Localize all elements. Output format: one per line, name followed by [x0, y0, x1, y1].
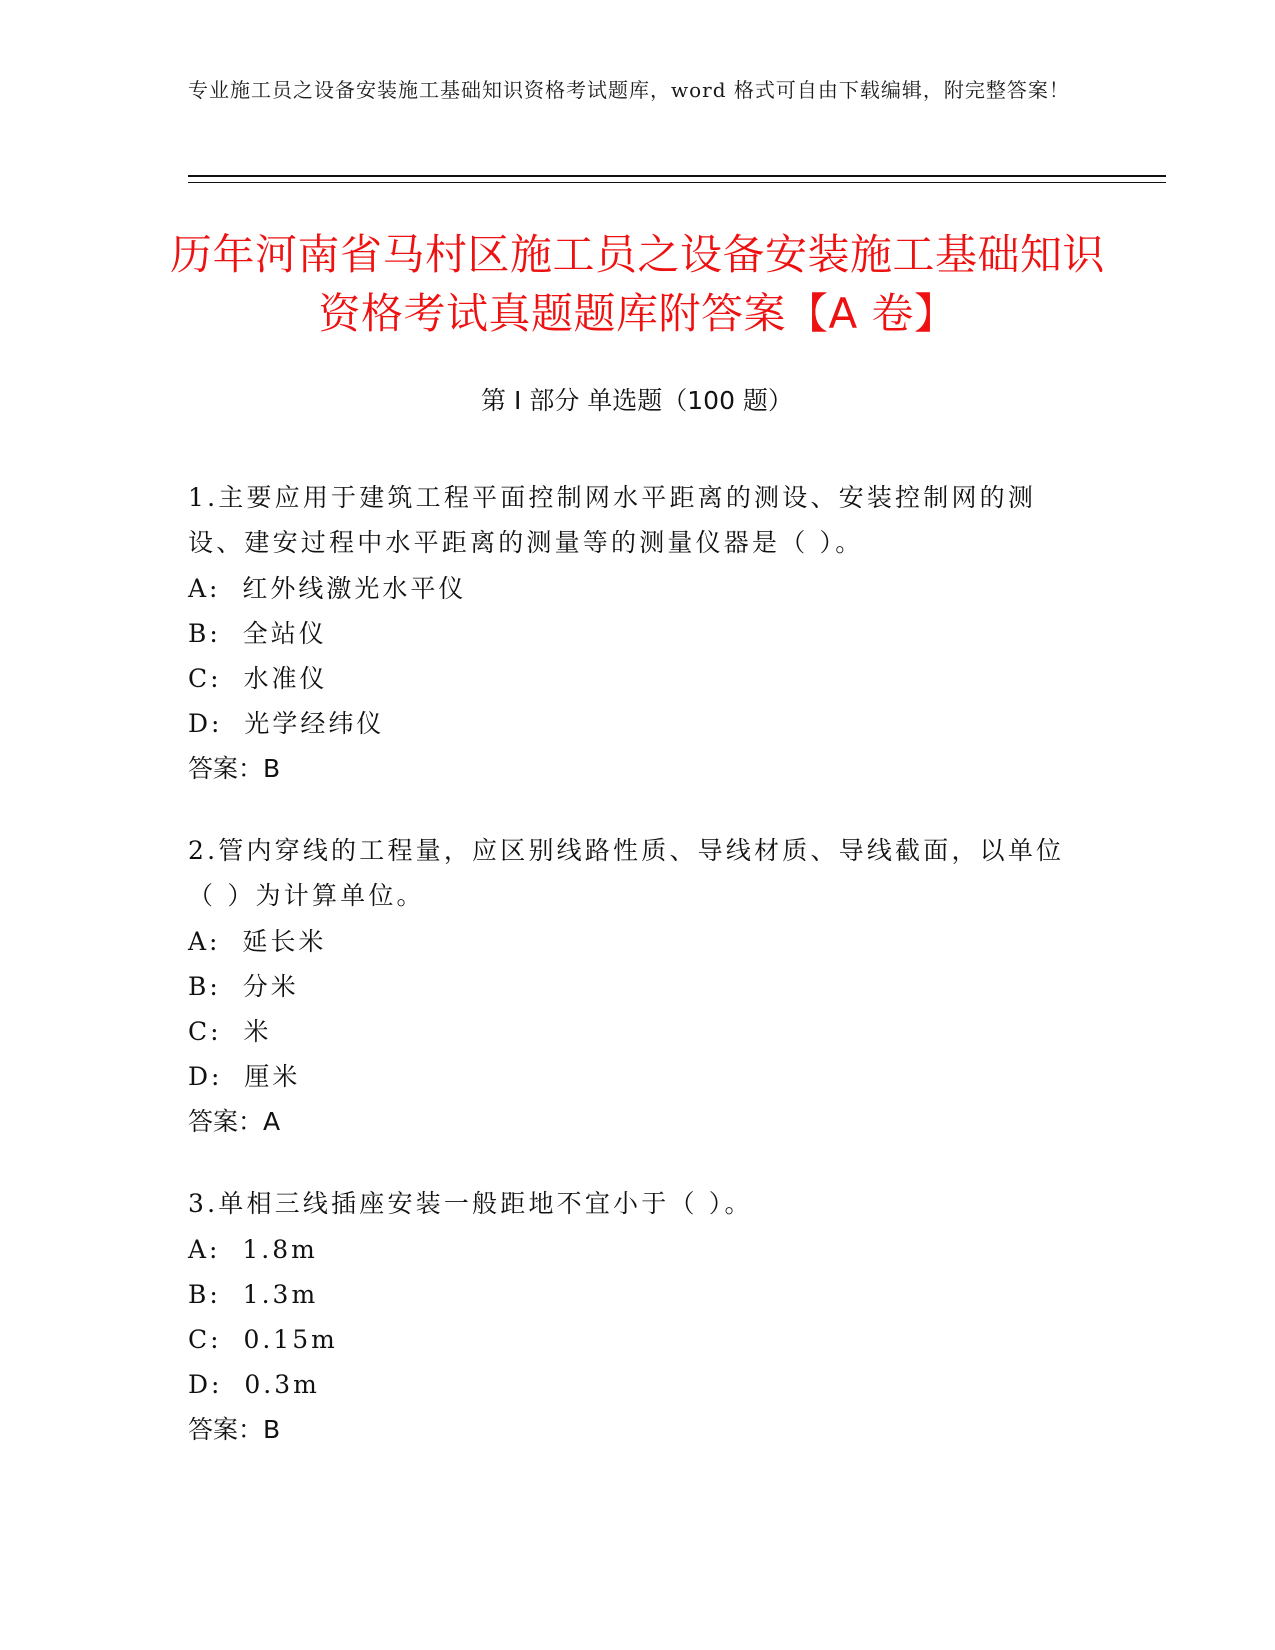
option-d: D: 厘米 [188, 1062, 301, 1091]
question-stem: 2.管内穿线的工程量，应区别线路性质、导线材质、导线截面，以单位（ ）为计算单位。 [188, 836, 1065, 910]
answer-line: 答案：B [188, 1415, 281, 1444]
option-a: A: 红外线激光水平仪 [188, 574, 467, 603]
option-c: C: 水准仪 [188, 664, 328, 693]
document-title: 历年河南省马村区施工员之设备安装施工基础知识资格考试真题题库附答案【A 卷】 [169, 230, 1105, 338]
option-a: A: 延长米 [188, 927, 327, 956]
option-b: B: 分米 [188, 972, 299, 1001]
header-divider-thin [188, 182, 1166, 183]
question-list [188, 475, 1088, 1489]
option-d: D: 0.3m [188, 1370, 320, 1399]
question-stem: 3.单相三线插座安装一般距地不宜小于（ ）。 [188, 1189, 753, 1218]
answer-line: 答案：B [188, 754, 281, 783]
option-b: B: 1.3m [188, 1280, 319, 1309]
option-d: D: 光学经纬仪 [188, 709, 385, 738]
answer-line: 答案：A [188, 1107, 281, 1136]
option-c: C: 米 [188, 1017, 272, 1046]
option-c: C: 0.15m [188, 1325, 338, 1354]
header-divider-thick [188, 175, 1166, 177]
question-3 [188, 1181, 1088, 1452]
question-2 [188, 828, 1088, 1144]
section-heading: 第 I 部分 单选题（100 题） [481, 386, 793, 415]
question-1 [188, 475, 1088, 791]
option-b: B: 全站仪 [188, 619, 327, 648]
option-a: A: 1.8m [188, 1235, 318, 1264]
question-stem: 1.主要应用于建筑工程平面控制网水平距离的测设、安装控制网的测设、建安过程中水平距离的测量等的测量仪器是（ ）。 [188, 483, 1037, 557]
header-note: 专业施工员之设备安装施工基础知识资格考试题库，word 格式可自由下载编辑，附完整答案！ [188, 78, 1070, 102]
